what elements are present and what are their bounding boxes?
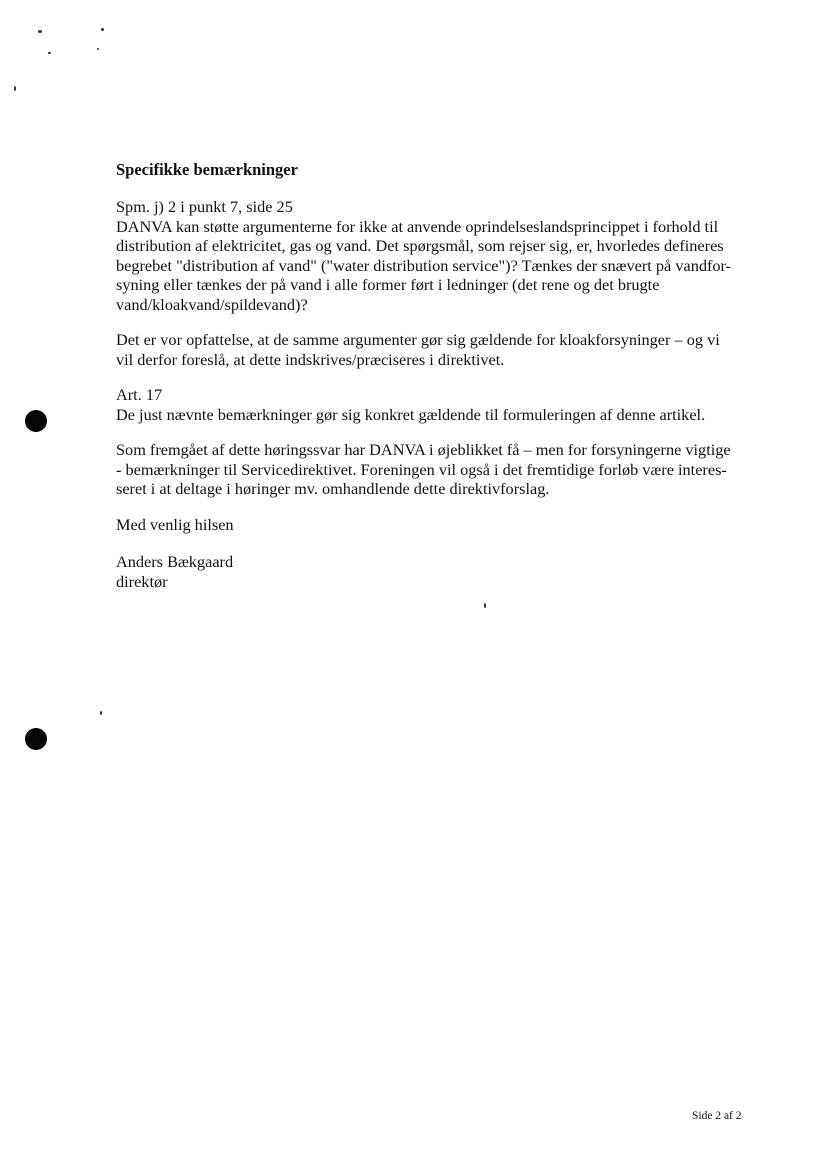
scan-speck [101, 28, 104, 31]
scan-speck [97, 48, 99, 50]
text-line: vil derfor foreslå, at dette indskrives/præciseres i direktivet. [116, 349, 505, 369]
closing-text: Med venlig hilsen [116, 514, 234, 534]
section-reference: Spm. j) 2 i punkt 7, side 25 [116, 197, 293, 216]
scan-speck [100, 711, 102, 715]
text-line: vand/kloakvand/spildevand)? [116, 294, 308, 314]
signature-title: direktør [116, 571, 168, 591]
section-spm-j [116, 197, 766, 314]
section-kloakforsyning [116, 330, 766, 369]
text-line: seret i at deltage i høringer mv. omhandlende dette direktivforslag. [116, 479, 550, 498]
text-line: - bemærkninger til Servicedirektivet. Foreningen vil også i det fremtidige forløb være interes- [116, 459, 727, 479]
punch-hole-bottom [25, 728, 47, 750]
text-line: De just nævnte bemærkninger gør sig konkret gældende til formuleringen af denne artikel. [116, 404, 706, 424]
section-heading: Specifikke bemærkninger [116, 160, 298, 179]
closing [116, 515, 766, 535]
text-line: DANVA kan støtte argumenterne for ikke at anvende oprindelseslandsprincippet i forhold til [116, 216, 719, 236]
document-body [116, 159, 766, 607]
scan-speck [48, 52, 51, 54]
signature-name: Anders Bækgaard [116, 552, 234, 571]
section-art-17 [116, 385, 766, 424]
punch-hole-top [25, 410, 47, 432]
text-line: Det er vor opfattelse, at de samme argumenter gør sig gældende for kloakforsyninger – og vi [116, 330, 720, 349]
section-reference: Art. 17 [116, 385, 163, 404]
text-line: begrebet "distribution af vand" ("water distribution service")? Tænkes der snævert på vandfor- [116, 255, 732, 275]
text-line: Som fremgået af dette høringssvar har DANVA i øjeblikket få – men for forsyningerne vigtige [116, 440, 731, 459]
section-conclusion [116, 440, 766, 499]
scan-speck [14, 86, 16, 91]
signature-block [116, 552, 766, 591]
text-line: distribution af elektricitet, gas og vand. Det spørgsmål, som rejser sig, er, hvorledes defineres [116, 236, 724, 255]
text-line: syning eller tænkes der på vand i alle former ført i ledninger (det rene og det brugte [116, 275, 660, 294]
page-number: Side 2 af 2 [692, 1110, 742, 1122]
scan-speck [38, 30, 42, 33]
